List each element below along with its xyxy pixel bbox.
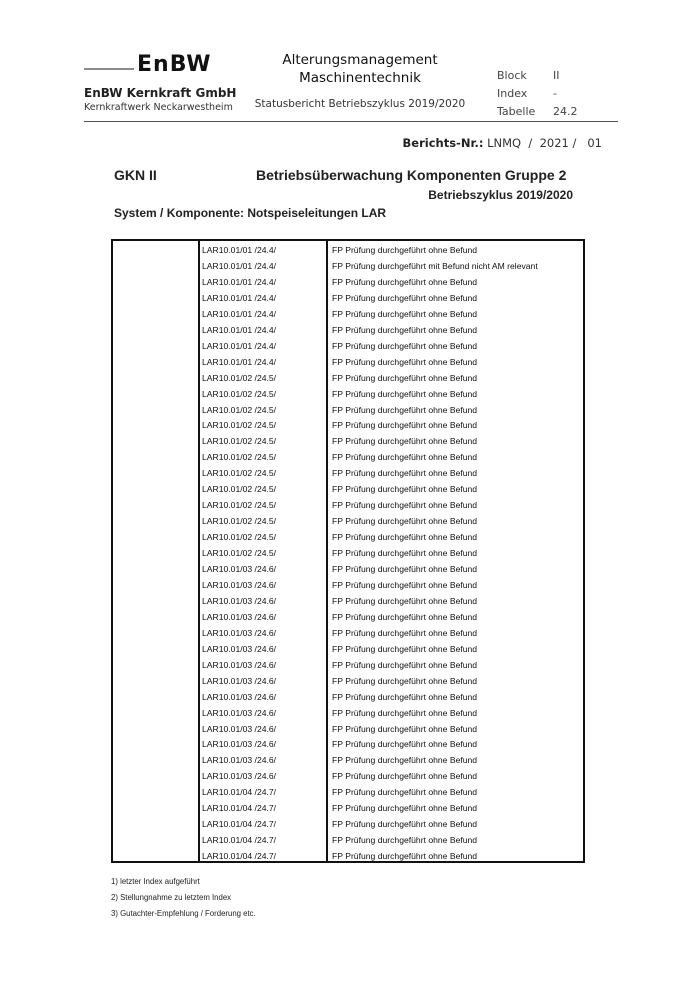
meta-block xyxy=(497,69,560,82)
header-title-line2: Maschinentechnik xyxy=(299,70,421,86)
meta-table xyxy=(497,105,578,118)
component-id: LAR10.01/03 /24.6/ xyxy=(202,723,277,734)
report-seq: 01 xyxy=(587,136,602,150)
table-row xyxy=(113,800,583,816)
component-id: LAR10.01/04 /24.7/ xyxy=(202,803,277,814)
inspection-result: FP Prüfung durchgeführt ohne Befund xyxy=(332,420,478,431)
meta-table-value: 24.2 xyxy=(553,105,578,118)
inspection-result: FP Prüfung durchgeführt ohne Befund xyxy=(332,516,478,527)
report-year: 2021 xyxy=(539,136,569,150)
footnote: 1) letzter Index aufgeführt xyxy=(111,877,200,886)
inspection-result: FP Prüfung durchgeführt ohne Befund xyxy=(332,484,478,495)
table-row xyxy=(113,433,583,449)
inspection-result: FP Prüfung durchgeführt ohne Befund xyxy=(332,404,478,415)
table-row xyxy=(113,290,583,306)
footnote: 3) Gutachter-Empfehlung / Forderung etc. xyxy=(111,909,256,918)
component-id: LAR10.01/02 /24.5/ xyxy=(202,452,277,463)
inspection-result: FP Prüfung durchgeführt ohne Befund xyxy=(332,324,478,335)
table-row xyxy=(113,481,583,497)
inspection-result: FP Prüfung durchgeführt ohne Befund xyxy=(332,675,478,686)
company-name: EnBW Kernkraft GmbH xyxy=(84,86,237,100)
component-id: LAR10.01/02 /24.5/ xyxy=(202,388,277,399)
inspection-result: FP Prüfung durchgeführt ohne Befund xyxy=(332,595,478,606)
component-id: LAR10.01/04 /24.7/ xyxy=(202,835,277,846)
component-id: LAR10.01/02 /24.5/ xyxy=(202,548,277,559)
table-row xyxy=(113,417,583,433)
table-row xyxy=(113,593,583,609)
inspection-result: FP Prüfung durchgeführt ohne Befund xyxy=(332,372,478,383)
component-id: LAR10.01/01 /24.4/ xyxy=(202,245,277,255)
report-label: Berichts-Nr.: xyxy=(402,136,484,150)
inspection-result: FP Prüfung durchgeführt ohne Befund xyxy=(332,787,478,798)
component-id: LAR10.01/02 /24.5/ xyxy=(202,420,277,431)
table-row xyxy=(113,721,583,737)
inspection-result: FP Prüfung durchgeführt ohne Befund xyxy=(332,659,478,670)
component-id: LAR10.01/02 /24.5/ xyxy=(202,516,277,527)
table-row xyxy=(113,258,583,274)
component-id: LAR10.01/02 /24.5/ xyxy=(202,532,277,543)
inspection-result: FP Prüfung durchgeführt ohne Befund xyxy=(332,707,478,718)
document-title: Betriebsüberwachung Komponenten Gruppe 2 xyxy=(256,167,567,183)
table-row xyxy=(113,641,583,657)
header-subtitle: Statusbericht Betriebszyklus 2019/2020 xyxy=(254,98,466,110)
component-id: LAR10.01/02 /24.5/ xyxy=(202,484,277,495)
component-id: LAR10.01/01 /24.4/ xyxy=(202,324,277,335)
inspection-result: FP Prüfung durchgeführt ohne Befund xyxy=(332,851,478,862)
table-row xyxy=(113,386,583,402)
table-row xyxy=(113,689,583,705)
header-title-line1: Alterungsmanagement xyxy=(282,52,438,68)
table-row xyxy=(113,752,583,768)
component-id: LAR10.01/03 /24.6/ xyxy=(202,564,277,574)
component-id: LAR10.01/01 /24.4/ xyxy=(202,340,277,351)
component-id: LAR10.01/02 /24.5/ xyxy=(202,468,277,479)
inspection-result: FP Prüfung durchgeführt ohne Befund xyxy=(332,468,478,479)
table-row xyxy=(113,306,583,322)
inspection-result: FP Prüfung durchgeführt ohne Befund xyxy=(332,755,478,766)
inspection-result: FP Prüfung durchgeführt ohne Befund xyxy=(332,276,478,287)
table-row xyxy=(113,577,583,593)
inspection-result: FP Prüfung durchgeführt ohne Befund xyxy=(332,532,478,543)
footnotes xyxy=(111,874,256,922)
component-id: LAR10.01/01 /24.4/ xyxy=(202,308,277,319)
component-id: LAR10.01/03 /24.6/ xyxy=(202,707,277,718)
table-row xyxy=(113,465,583,481)
table-row xyxy=(113,673,583,689)
table-row xyxy=(113,736,583,752)
report-number: Berichts-Nr.: LNMQ / 2021 / 01 xyxy=(402,136,602,150)
inspection-result: FP Prüfung durchgeführt ohne Befund xyxy=(332,452,478,463)
component-id: LAR10.01/03 /24.6/ xyxy=(202,739,277,750)
table-row xyxy=(113,242,583,258)
inspection-result: FP Prüfung durchgeführt ohne Befund xyxy=(332,292,478,303)
table-row xyxy=(113,497,583,513)
table-row xyxy=(113,354,583,370)
meta-index-value: - xyxy=(553,87,557,100)
component-id: LAR10.01/02 /24.5/ xyxy=(202,372,277,383)
table-row xyxy=(113,609,583,625)
inspection-result: FP Prüfung durchgeführt ohne Befund xyxy=(332,803,478,814)
table-row xyxy=(113,561,583,577)
inspection-result: FP Prüfung durchgeführt ohne Befund xyxy=(332,611,478,622)
plant-name: Kernkraftwerk Neckarwestheim xyxy=(84,102,233,113)
inspection-result: FP Prüfung durchgeführt mit Befund nicht AM relevant xyxy=(332,260,538,271)
inspection-result: FP Prüfung durchgeführt ohne Befund xyxy=(332,548,478,559)
meta-table-label: Tabelle xyxy=(497,105,536,118)
inspection-result: FP Prüfung durchgeführt ohne Befund xyxy=(332,819,478,830)
company-logo: EnBW xyxy=(137,52,212,77)
inspection-result: FP Prüfung durchgeführt ohne Befund xyxy=(332,691,478,702)
table-row xyxy=(113,402,583,418)
component-id: LAR10.01/01 /24.4/ xyxy=(202,276,277,287)
component-id: LAR10.01/03 /24.6/ xyxy=(202,659,277,670)
component-id: LAR10.01/02 /24.5/ xyxy=(202,436,277,447)
inspection-result: FP Prüfung durchgeführt ohne Befund xyxy=(332,340,478,351)
inspection-result: FP Prüfung durchgeführt ohne Befund xyxy=(332,739,478,750)
inspection-result: FP Prüfung durchgeführt ohne Befund xyxy=(332,245,478,255)
table-row xyxy=(113,529,583,545)
table-row xyxy=(113,705,583,721)
inspection-result: FP Prüfung durchgeführt ohne Befund xyxy=(332,771,478,782)
table-row xyxy=(113,832,583,848)
table-row xyxy=(113,816,583,832)
component-id: LAR10.01/04 /24.7/ xyxy=(202,819,277,830)
header-divider xyxy=(84,121,618,122)
component-id: LAR10.01/03 /24.6/ xyxy=(202,771,277,782)
table-row xyxy=(113,322,583,338)
component-id: LAR10.01/01 /24.4/ xyxy=(202,260,277,271)
component-id: LAR10.01/03 /24.6/ xyxy=(202,755,277,766)
inspection-result: FP Prüfung durchgeführt ohne Befund xyxy=(332,643,478,654)
table-row xyxy=(113,768,583,784)
unit-label: GKN II xyxy=(114,167,157,183)
meta-block-value: II xyxy=(553,69,560,82)
component-id: LAR10.01/01 /24.4/ xyxy=(202,356,277,367)
inspection-result: FP Prüfung durchgeführt ohne Befund xyxy=(332,388,478,399)
system-label: System / Komponente: Notspeiseleitungen LAR xyxy=(114,206,387,220)
table-row xyxy=(113,449,583,465)
table-row xyxy=(113,848,583,864)
table-row xyxy=(113,545,583,561)
inspection-result: FP Prüfung durchgeführt ohne Befund xyxy=(332,356,478,367)
component-id: LAR10.01/04 /24.7/ xyxy=(202,787,277,798)
inspection-result: FP Prüfung durchgeführt ohne Befund xyxy=(332,308,478,319)
inspection-result: FP Prüfung durchgeführt ohne Befund xyxy=(332,835,478,846)
logo-line xyxy=(84,68,134,70)
component-id: LAR10.01/02 /24.5/ xyxy=(202,500,277,511)
inspection-result: FP Prüfung durchgeführt ohne Befund xyxy=(332,564,478,574)
component-id: LAR10.01/04 /24.7/ xyxy=(202,851,277,862)
table-row xyxy=(113,370,583,386)
inspection-result: FP Prüfung durchgeführt ohne Befund xyxy=(332,627,478,638)
component-id: LAR10.01/03 /24.6/ xyxy=(202,675,277,686)
table-row xyxy=(113,274,583,290)
table-row xyxy=(113,625,583,641)
report-code: LNMQ xyxy=(487,136,522,150)
inspection-result: FP Prüfung durchgeführt ohne Befund xyxy=(332,579,478,590)
table-row xyxy=(113,513,583,529)
component-id: LAR10.01/03 /24.6/ xyxy=(202,611,277,622)
component-id: LAR10.01/03 /24.6/ xyxy=(202,643,277,654)
inspection-result: FP Prüfung durchgeführt ohne Befund xyxy=(332,723,478,734)
meta-index xyxy=(497,87,557,100)
table-row xyxy=(113,784,583,800)
inspection-table xyxy=(111,239,585,863)
meta-index-label: Index xyxy=(497,87,528,100)
table-row xyxy=(113,338,583,354)
component-id: LAR10.01/03 /24.6/ xyxy=(202,579,277,590)
component-id: LAR10.01/03 /24.6/ xyxy=(202,595,277,606)
table-row xyxy=(113,657,583,673)
component-id: LAR10.01/02 /24.5/ xyxy=(202,404,277,415)
meta-block-label: Block xyxy=(497,69,527,82)
inspection-result: FP Prüfung durchgeführt ohne Befund xyxy=(332,500,478,511)
component-id: LAR10.01/03 /24.6/ xyxy=(202,691,277,702)
inspection-result: FP Prüfung durchgeführt ohne Befund xyxy=(332,436,478,447)
cycle-label: Betriebszyklus 2019/2020 xyxy=(428,188,573,202)
component-id: LAR10.01/01 /24.4/ xyxy=(202,292,277,303)
footnote: 2) Stellungnahme zu letztem Index xyxy=(111,893,232,902)
component-id: LAR10.01/03 /24.6/ xyxy=(202,627,277,638)
